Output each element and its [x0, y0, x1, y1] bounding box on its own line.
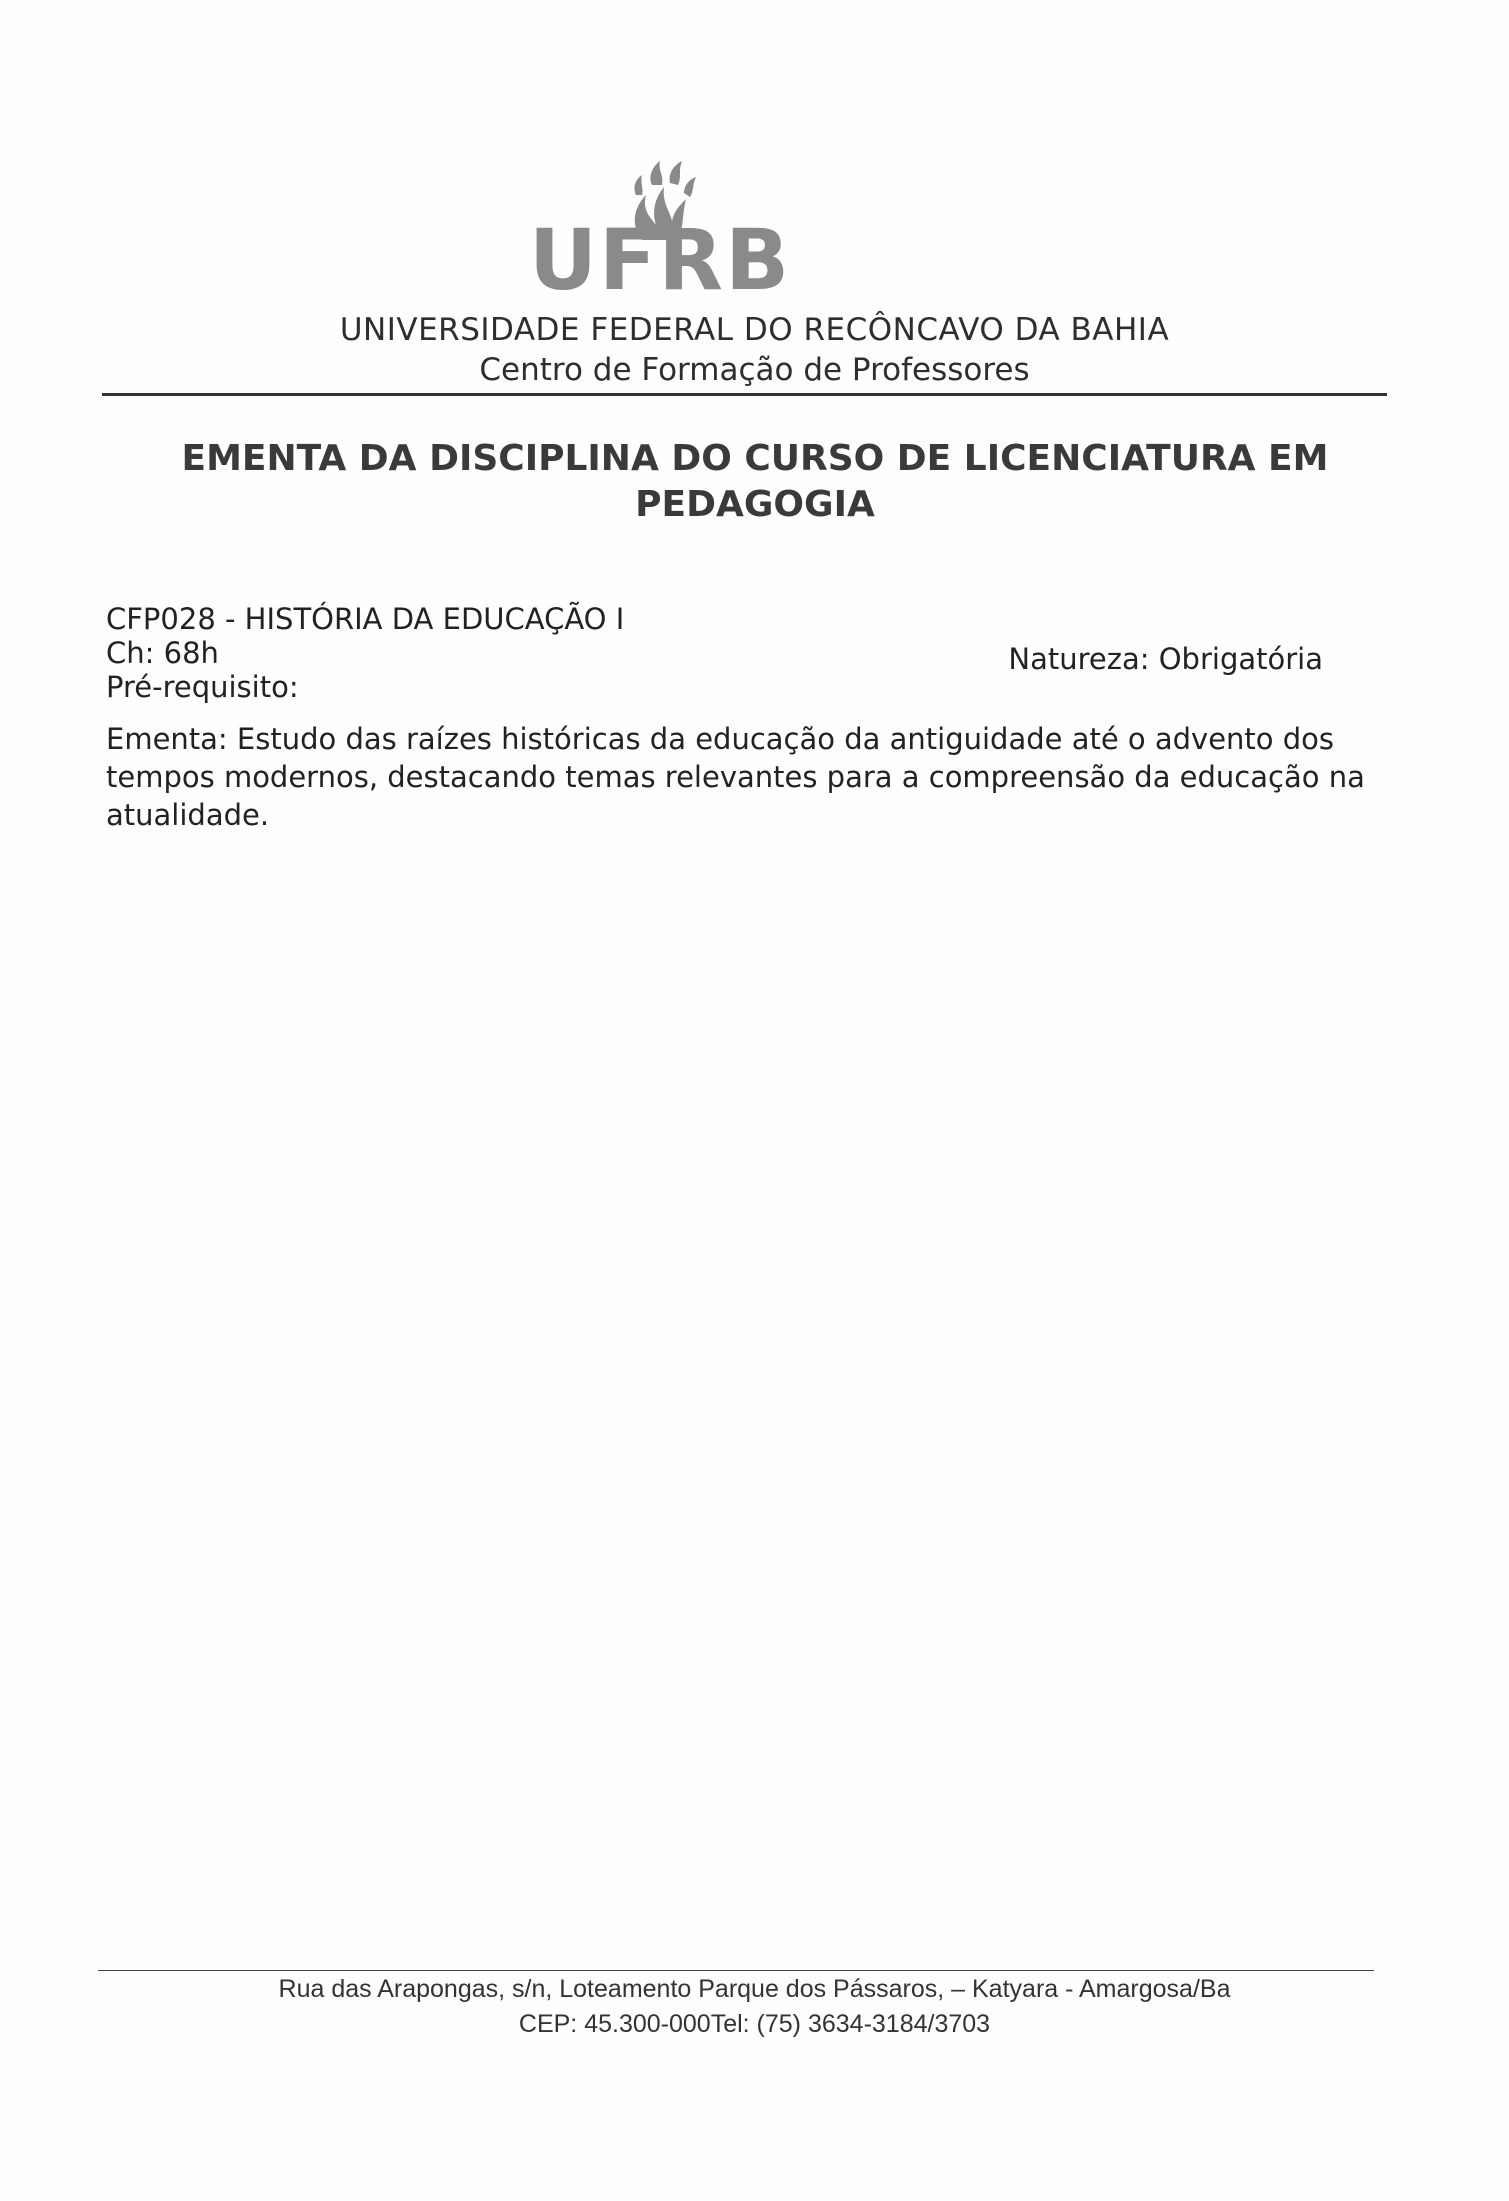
- header-divider: [102, 393, 1387, 396]
- title-line-2: PEDAGOGIA: [635, 484, 875, 525]
- course-prerequisito: Pré-requisito:: [106, 670, 299, 704]
- footer-address: Rua das Arapongas, s/n, Loteamento Parque dos Pássaros, – Katyara - Amargosa/Ba: [278, 1975, 1231, 2003]
- footer-contact: CEP: 45.300-000Tel: (75) 3634-3184/3703: [518, 2010, 991, 2038]
- footer-divider: [98, 1970, 1374, 1971]
- center-name: Centro de Formação de Professores: [479, 352, 1030, 388]
- course-ch: Ch: 68h: [106, 636, 219, 670]
- course-natureza: Natureza: Obrigatória: [1008, 642, 1323, 676]
- course-code-name: CFP028 - HISTÓRIA DA EDUCAÇÃO I: [106, 602, 625, 636]
- course-ementa: Ementa: Estudo das raízes históricas da educação da antiguidade até o advento dos tempos modernos, destacando temas relevantes para a compreensão da educação na atualidade.: [106, 722, 1365, 832]
- course-info: [106, 602, 1396, 704]
- course-ch-row: [106, 636, 1396, 676]
- course-code-row: [106, 602, 1396, 636]
- title-line-1: EMENTA DA DISCIPLINA DO CURSO DE LICENCIATURA EM: [181, 438, 1329, 479]
- document-title: [120, 436, 1390, 528]
- university-name: UNIVERSIDADE FEDERAL DO RECÔNCAVO DA BAHIA: [339, 312, 1170, 348]
- ufrb-logo-text: UFRB: [528, 211, 792, 309]
- course-prereq-row: [106, 670, 1396, 704]
